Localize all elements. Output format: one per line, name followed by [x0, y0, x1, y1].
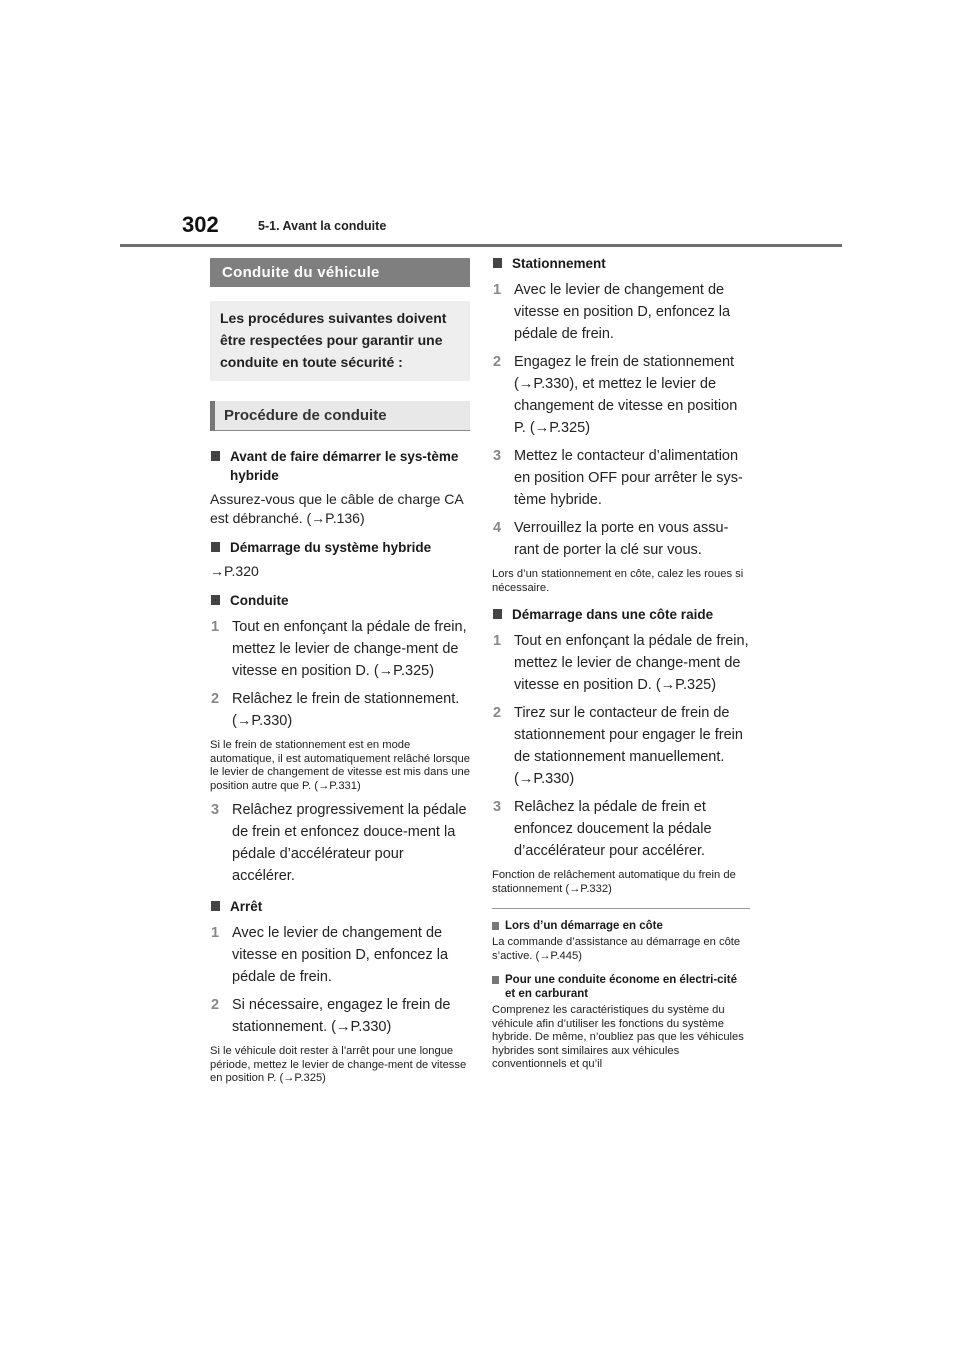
subheading-parking: Stationnement [492, 254, 750, 273]
step-text: Engagez le frein de stationnement (→P.330), et mettez le levier de changement de vitesse en position P. (→P.325) [514, 354, 738, 436]
subheading-before-start: Avant de faire démarrer le sys-tème hybride [210, 447, 470, 485]
step-number: 1 [211, 925, 220, 941]
parking-step-2 [492, 351, 750, 439]
parking-note: Lors d’un stationnement en côte, calez les roues si nécessaire. [492, 568, 744, 594]
paragraph-hybrid-start: →P.320 [210, 563, 259, 579]
hill-note: Fonction de relâchement automatique du frein de stationnement (→P.332) [492, 869, 736, 895]
paragraph-before-start: Assurez-vous que le câble de charge CA est débranché. (→P.136) [210, 491, 463, 526]
info-heading-hill-start: Lors d’un démarrage en côte [492, 919, 750, 933]
step-number: 2 [493, 705, 502, 721]
step-number: 3 [493, 448, 502, 464]
stop-step-1 [210, 922, 470, 988]
subheading-hill-start: Démarrage dans une côte raide [492, 605, 750, 624]
step-text: Mettez le contacteur d’alimentation en position OFF pour arrêter le sys-tème hybride. [514, 448, 743, 508]
subheading-hybrid-start: Démarrage du système hybride [210, 538, 470, 557]
step-number: 3 [493, 799, 502, 815]
stop-note: Si le véhicule doit rester à l’arrêt pour une longue période, mettez le levier de change-ment de vitesse en position P. (→P.325) [210, 1045, 467, 1084]
stop-step-2 [210, 994, 470, 1038]
page-number: 302 [182, 212, 219, 237]
step-text: Tout en enfonçant la pédale de frein, mettez le levier de change-ment de vitesse en position D. (→P.325) [232, 619, 467, 679]
step-text: Avec le levier de changement de vitesse en position D, enfoncez la pédale de frein. [232, 925, 449, 985]
hill-step-2 [492, 702, 750, 790]
step-text: Relâchez la pédale de frein et enfoncez doucement la pédale d’accélérateur pour accélérer. [514, 799, 712, 859]
step-text: Avec le levier de changement de vitesse en position D, enfoncez la pédale de frein. [514, 282, 731, 342]
info-text-economy: Comprenez les caractéristiques du système du véhicule afin d’utiliser les fonctions du système hybride. De même, n’oubliez pas que les véhicules hybrides sont similaires aux véhicules conventionnels et qu’il [492, 1004, 744, 1070]
step-text: Tirez sur le contacteur de frein de stationnement pour engager le frein de stationnement manuellement. (→P.330) [514, 705, 743, 787]
info-heading-economy: Pour une conduite économe en électri-cité et en carburant [492, 973, 750, 1001]
step-number: 1 [211, 619, 220, 635]
driving-step-1 [210, 616, 470, 682]
step-number: 2 [211, 691, 220, 707]
driving-note: Si le frein de stationnement est en mode automatique, il est automatiquement relâché lorsque le levier de changement de vitesse est mis dans une position autre que P. (→P.331) [210, 739, 470, 792]
header-rule [120, 244, 842, 247]
step-text: Si nécessaire, engagez le frein de stationnement. (→P.330) [232, 997, 451, 1035]
step-number: 2 [211, 997, 220, 1013]
info-text-hill-start: La commande d’assistance au démarrage en côte s’active. (→P.445) [492, 936, 741, 962]
subheading-driving: Conduite [210, 591, 470, 610]
step-number: 2 [493, 354, 502, 370]
left-column [210, 258, 470, 1086]
step-number: 4 [493, 520, 502, 536]
procedure-heading: Procédure de conduite [210, 401, 470, 431]
parking-step-4 [492, 517, 750, 561]
parking-step-3 [492, 445, 750, 511]
hill-step-3 [492, 796, 750, 862]
step-number: 3 [211, 802, 220, 818]
step-text: Relâchez progressivement la pédale de frein et enfoncez douce-ment la pédale d’accélérateur pour accélérer. [232, 802, 467, 884]
step-number: 1 [493, 633, 502, 649]
step-text: Verrouillez la porte en vous assu-rant de porter la clé sur vous. [514, 520, 729, 558]
driving-step-3 [210, 799, 470, 887]
section-breadcrumb: 5-1. Avant la conduite [258, 219, 387, 233]
step-text: Relâchez le frein de stationnement. (→P.330) [232, 691, 460, 729]
step-text: Tout en enfonçant la pédale de frein, mettez le levier de change-ment de vitesse en position D. (→P.325) [514, 633, 749, 693]
subheading-stop: Arrêt [210, 897, 470, 916]
driving-step-2 [210, 688, 470, 732]
parking-step-1 [492, 279, 750, 345]
step-number: 1 [493, 282, 502, 298]
section-title: Conduite du véhicule [210, 258, 470, 287]
info-divider [492, 908, 750, 909]
right-column [492, 254, 750, 1072]
intro-box: Les procédures suivantes doivent être respectées pour garantir une conduite en toute sécurité : [210, 301, 470, 381]
hill-step-1 [492, 630, 750, 696]
